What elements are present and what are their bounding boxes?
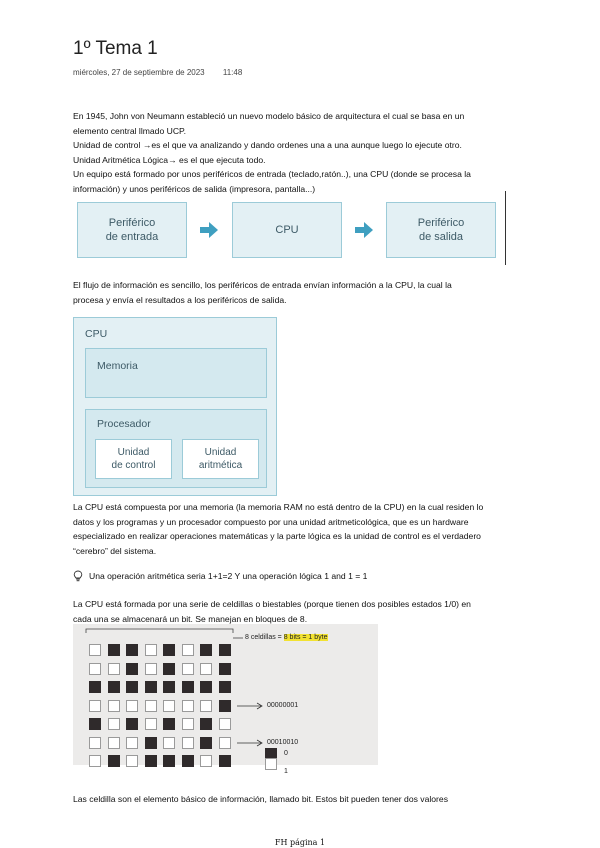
bit-cell	[145, 718, 157, 730]
bit-cell	[219, 663, 231, 675]
bit-cell	[126, 718, 138, 730]
text-line: información) y unos periféricos de salida (impresora, pantalla...)	[73, 183, 316, 194]
tip-text: Una operación aritmética seria 1+1=2 Y una operación lógica 1 and 1 = 1	[89, 571, 368, 581]
legend-off-cell	[265, 758, 277, 770]
bit-cell	[89, 663, 101, 675]
text-line: datos y los programas y un procesador compuesto por una unidad aritmeticológica, que es un hardware	[73, 516, 469, 527]
bit-cell	[219, 718, 231, 730]
bit-cell	[89, 700, 101, 712]
bits-figure	[73, 624, 378, 765]
page-title: 1º Tema 1	[73, 38, 158, 59]
box-label: Periférico	[417, 217, 465, 229]
processor-box	[85, 409, 267, 488]
unit-label: Unidad	[204, 447, 237, 458]
byte-label-prefix: 8 celdillas =	[245, 634, 284, 641]
bit-cell	[108, 718, 120, 730]
arrow-right-icon	[199, 220, 219, 240]
text-line: especializado en realizar operaciones matemáticas y la parte lógica es la unidad de control es el verdadero	[73, 531, 481, 541]
bit-cell	[163, 718, 175, 730]
bit-cell	[182, 718, 194, 730]
box-label: de salida	[418, 231, 464, 243]
bit-cell	[126, 663, 138, 675]
text-line: Unidad de control →es el que va analizando y dando ordenes una a una aunque luego lo ejecute otro.	[73, 140, 462, 150]
input-peripheral-box	[77, 202, 187, 258]
memory-label: Memoria	[97, 360, 138, 372]
bit-cell	[126, 644, 138, 656]
bit-cell	[108, 644, 120, 656]
bit-cell	[108, 737, 120, 749]
bit-cell	[200, 737, 212, 749]
box-label: Periférico	[108, 217, 156, 229]
text-line: procesa y envía el resultados a los periféricos de salida.	[73, 294, 287, 305]
cells-paragraph	[73, 597, 553, 626]
page-time: 11:48	[222, 68, 243, 77]
io-flow-diagram	[77, 199, 505, 265]
row-binary-label: 00000001	[267, 701, 299, 709]
bit-cell	[200, 681, 212, 693]
bit-cell	[200, 718, 212, 730]
unit-label: Unidad	[117, 447, 150, 458]
bit-cell	[219, 755, 231, 767]
processor-label: Procesador	[97, 418, 151, 430]
page-footer: FH página 1	[274, 838, 326, 847]
cpu-diagram	[73, 317, 277, 496]
box-label: de entrada	[105, 231, 159, 243]
text-line: La CPU está compuesta por una memoria (la memoria RAM no está dentro de la CPU) en la cual residen lo	[73, 502, 484, 512]
unit-label: aritmética	[198, 460, 243, 471]
bit-cell	[145, 663, 157, 675]
bit-cell	[219, 681, 231, 693]
bit-cell	[126, 700, 138, 712]
byte-label-highlight: 8 bits = 1 byte	[283, 634, 328, 641]
bit-cell	[163, 644, 175, 656]
closing-paragraph	[73, 792, 553, 807]
bit-cell	[145, 755, 157, 767]
arithmetic-unit-box	[182, 439, 259, 479]
bit-cell	[163, 681, 175, 693]
bit-cell	[182, 681, 194, 693]
bit-cell	[182, 755, 194, 767]
bit-cell	[89, 755, 101, 767]
bit-cell	[182, 644, 194, 656]
output-peripheral-box	[386, 202, 496, 258]
bit-cell	[200, 663, 212, 675]
bit-cell	[163, 737, 175, 749]
text-line: Un equipo está formado por unos periféricos de entrada (teclado,ratón..), una CPU (donde se procesa la	[73, 169, 471, 179]
bit-cell	[108, 700, 120, 712]
bit-cell	[182, 663, 194, 675]
cpu-label: CPU	[85, 328, 108, 340]
bit-cell	[89, 718, 101, 730]
bit-cell	[163, 663, 175, 675]
bit-cell	[145, 737, 157, 749]
bit-cell	[163, 700, 175, 712]
intro-paragraph	[73, 109, 553, 196]
text-line: “cerebro” del sistema.	[73, 545, 157, 556]
bit-cell	[126, 681, 138, 693]
bit-cell	[145, 700, 157, 712]
lightbulb-icon	[73, 570, 83, 582]
unit-label: de control	[111, 460, 156, 471]
box-label: CPU	[275, 224, 299, 236]
bit-cell	[200, 644, 212, 656]
cpu-box	[232, 202, 342, 258]
divider	[505, 191, 506, 265]
text-line: cada una se almacenará un bit. Se manejan en bloques de 8.	[73, 613, 308, 624]
bit-cell	[108, 755, 120, 767]
bit-cell	[219, 700, 231, 712]
page-date: miércoles, 27 de septiembre de 2023	[73, 68, 205, 77]
bit-cell	[126, 737, 138, 749]
legend-on-label: 0	[284, 750, 288, 757]
text-line: En 1945, John von Neumann estableció un nuevo modelo básico de arquitectura el cual se basa en un	[73, 111, 465, 121]
bit-cell	[89, 737, 101, 749]
bit-cell	[219, 737, 231, 749]
arrow-right-icon	[237, 739, 267, 747]
memory-box	[85, 348, 267, 398]
flow-paragraph	[73, 278, 553, 307]
bit-cell	[219, 644, 231, 656]
row-binary-label: 00010010	[267, 738, 299, 746]
bit-cell	[182, 737, 194, 749]
bit-cell	[182, 700, 194, 712]
bit-cell	[89, 644, 101, 656]
page-timestamp	[73, 68, 242, 77]
text-line: El flujo de información es sencillo, los periféricos de entrada envían información a la CPU, la cual la	[73, 280, 452, 290]
bit-cell	[200, 700, 212, 712]
text-line: Las celdilla son el elemento básico de información, llamado bit. Estos bit pueden tener dos valores	[73, 794, 448, 804]
bit-cell	[163, 755, 175, 767]
bit-cell	[145, 681, 157, 693]
bit-cell	[108, 663, 120, 675]
bit-cell	[200, 755, 212, 767]
bit-cell	[126, 755, 138, 767]
control-unit-box	[95, 439, 172, 479]
bit-cell	[108, 681, 120, 693]
cpu-paragraph	[73, 500, 553, 558]
tip-callout	[73, 570, 367, 582]
text-line: La CPU está formada por una serie de celdillas o biestables (porque tienen dos posibles estados 1/0) en	[73, 599, 471, 609]
text-line: elemento central llmado UCP.	[73, 125, 187, 136]
legend-off-label: 1	[284, 768, 288, 775]
text-line: Unidad Aritmética Lógica→ es el que ejecuta todo.	[73, 154, 266, 165]
arrow-right-icon	[354, 220, 374, 240]
byte-label	[245, 634, 328, 641]
bit-cell	[145, 644, 157, 656]
bit-cell	[89, 681, 101, 693]
arrow-right-icon	[237, 702, 267, 710]
